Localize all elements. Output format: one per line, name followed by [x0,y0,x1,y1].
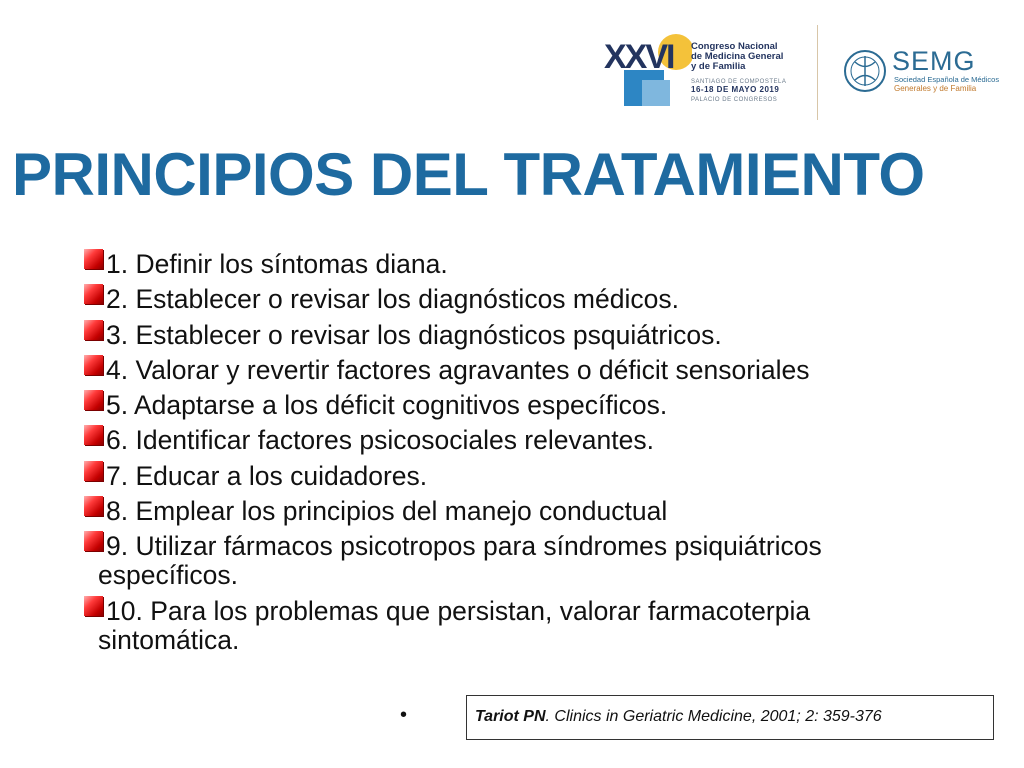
bullet-square-icon [84,355,103,375]
semg-logo [842,46,1000,101]
reference-box [466,695,994,740]
bullet-square-icon [84,390,103,410]
list-item: 8. Emplear los principios del manejo conductual [82,497,1002,526]
list-item: 9. Utilizar fármacos psicotropos para síndromes psiquiátricos específicos. [82,532,1002,590]
congress-name-line: Congreso Nacional [691,41,778,52]
congress-place: SANTIAGO DE COMPOSTELA [691,79,787,85]
list-item: 2. Establecer o revisar los diagnósticos médicos. [82,285,1002,314]
congress-dates: 16-18 DE MAYO 2019 [691,85,780,94]
list-item: 1. Definir los síntomas diana. [82,250,1002,279]
congress-name-line: y de Familia [691,61,746,72]
list-item: 3. Establecer o revisar los diagnósticos psquiátricos. [82,321,1002,350]
bullet-square-icon [84,461,103,481]
list-item: 7. Educar a los cuidadores. [82,462,1002,491]
bullet-square-icon [84,425,103,445]
congress-name-line: de Medicina General [691,51,784,62]
bullet-square-icon [84,596,103,616]
bullet-square-icon [84,284,103,304]
principles-list [82,250,1002,661]
reference-citation: . Clinics in Geriatric Medicine, 2001; 2: 359-376 [545,708,882,725]
congress-name [691,42,801,72]
list-item: 10. Para los problemas que persistan, valorar farmacoterpia sintomática. [82,597,1002,655]
congress-venue: PALACIO DE CONGRESOS [691,97,778,103]
list-item: 6. Identificar factores psicosociales relevantes. [82,426,1002,455]
list-item: 4. Valorar y revertir factores agravantes o déficit sensoriales [82,356,1002,385]
semg-name: SEMG [892,46,976,76]
bullet-square-icon [84,320,103,340]
semg-emblem-icon [842,48,888,94]
reference-bullet: • [400,704,408,726]
congress-logo [602,22,797,112]
congress-roman-numeral: XXVI [604,38,674,76]
bullet-square-icon [84,496,103,516]
list-item: 5. Adaptarse a los déficit cognitivos específicos. [82,391,1002,420]
reference-author: Tariot PN [475,708,546,725]
bullet-square-icon [84,531,103,551]
logo-divider [817,25,818,120]
page-title: PRINCIPIOS DEL TRATAMIENTO [12,141,925,208]
semg-subtitle: Sociedad Española de Médicos [894,75,1000,84]
semg-subtitle: Generales y de Familia [894,84,977,93]
bullet-square-icon [84,249,103,269]
